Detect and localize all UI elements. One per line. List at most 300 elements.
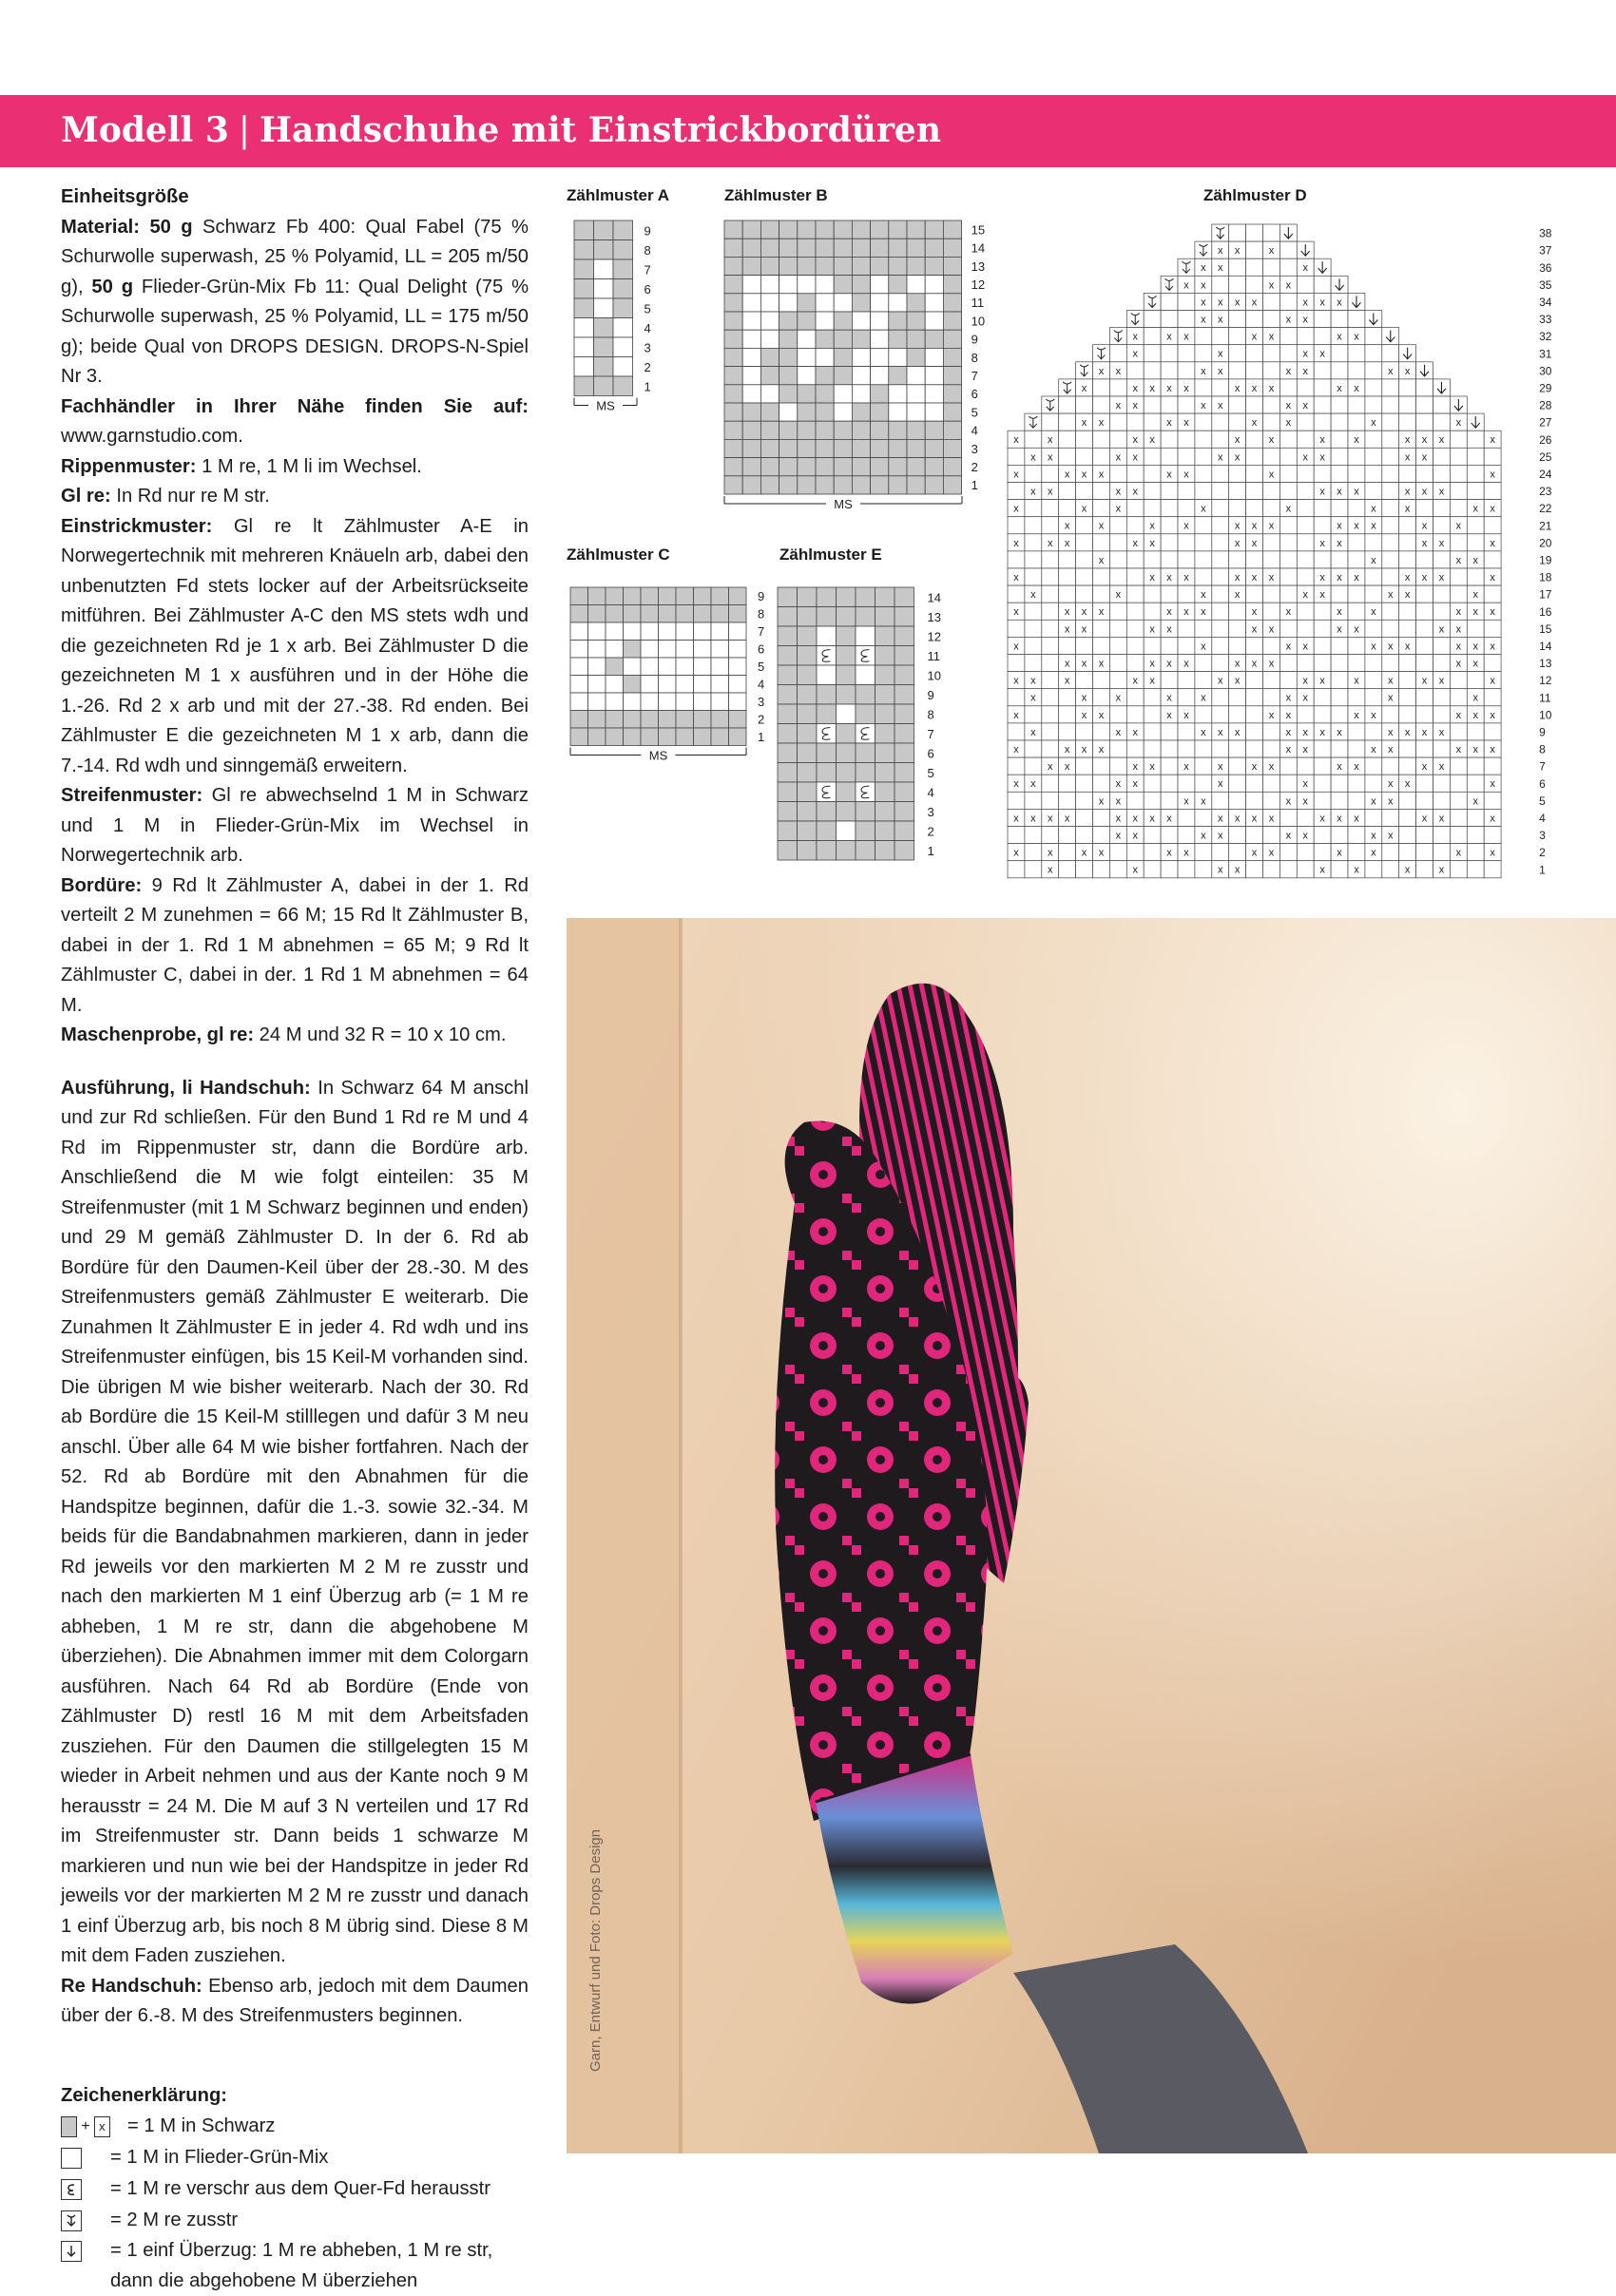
chart-cell: [1195, 534, 1212, 551]
chart-cell: [1126, 500, 1144, 517]
x-mark: x: [1149, 382, 1155, 394]
x-mark: x: [1098, 795, 1105, 808]
chart-cell: [1126, 844, 1144, 861]
chart-cell: [724, 312, 742, 330]
chart-cell: [1195, 568, 1212, 585]
chart-cell: [779, 312, 798, 330]
chart-cell: [1109, 568, 1126, 585]
x-mark: x: [1098, 365, 1105, 377]
chart-cell: [1178, 723, 1195, 740]
row-number: 21: [1539, 519, 1552, 533]
chart-cell: [1161, 483, 1178, 500]
chart-cell: [1331, 362, 1348, 379]
chart-cell: [1178, 534, 1195, 551]
chart-cell: [1399, 603, 1416, 620]
chart-cell: [1144, 637, 1161, 654]
x-mark: x: [1319, 297, 1325, 309]
chart-cell: [1059, 637, 1076, 654]
chart-cell: [889, 257, 907, 275]
chart-cell: [1042, 517, 1059, 534]
x-mark: x: [1166, 709, 1172, 721]
chart-cell: [613, 298, 633, 318]
chart-cell: [1144, 792, 1161, 809]
chart-cell: [837, 587, 856, 607]
row-number: 4: [644, 320, 651, 335]
chart-cell: [1059, 585, 1076, 603]
chart-cell: [1246, 585, 1263, 603]
x-mark: x: [1438, 864, 1445, 876]
chart-cell: [837, 743, 856, 763]
dealer-link[interactable]: www.garnstudio.com.: [61, 426, 243, 447]
chart-cell: [889, 239, 907, 257]
chart-cell: [779, 367, 798, 385]
chart-cell: [1246, 672, 1263, 689]
chart-cell: [1382, 379, 1399, 396]
x-mark: x: [1388, 365, 1394, 377]
chart-cell: [613, 318, 633, 338]
chart-cell: [943, 330, 961, 348]
chart-cell: [1161, 757, 1178, 775]
chart-cell: [760, 312, 779, 330]
x-mark: x: [1030, 675, 1036, 687]
chart-cell: [724, 348, 742, 366]
chart-cell: [742, 476, 760, 494]
chart-cell: [871, 294, 889, 312]
x-mark: x: [1081, 382, 1087, 394]
chart-cell: [1109, 413, 1126, 430]
chart-cell: [1212, 585, 1229, 603]
chart-cell: [1314, 706, 1331, 723]
chart-cell: [1195, 413, 1212, 430]
x-mark: x: [1285, 279, 1292, 292]
chart-cell: [856, 724, 875, 744]
chart-cell: [742, 367, 760, 385]
chart-cell: [856, 607, 875, 627]
chart-cell: [1229, 396, 1246, 413]
chart-cell: [1450, 672, 1467, 689]
x-mark: x: [1472, 692, 1478, 704]
chart-cell: [1229, 706, 1246, 723]
chart-cell: [694, 605, 712, 623]
chart-cell: [1109, 620, 1126, 637]
x-mark: x: [1490, 606, 1495, 619]
chart-cell: [1144, 413, 1161, 430]
x-mark: x: [1388, 589, 1394, 602]
chart-cell: [907, 294, 925, 312]
chart-cell: [1144, 396, 1161, 413]
chart-cell: [1263, 448, 1280, 465]
chart-cell: [852, 276, 870, 294]
x-mark: x: [1149, 623, 1155, 636]
chart-cell: [1365, 655, 1382, 672]
row-number: 13: [927, 609, 941, 624]
chart-cell: [943, 403, 961, 421]
x-mark: x: [1472, 606, 1478, 619]
chart-cell: [1467, 517, 1484, 534]
chart-cell: [694, 587, 712, 605]
chart-cell: [889, 476, 907, 494]
chart-cell: [659, 693, 677, 711]
chart-cell: [1059, 689, 1076, 706]
chart-cell: [1161, 345, 1178, 362]
row-number: 4: [758, 677, 765, 692]
x-mark: x: [1337, 761, 1342, 774]
ms-label: MS: [648, 748, 668, 763]
chart-cell: [1109, 345, 1126, 362]
chart-cell: [889, 403, 907, 421]
chart-cell: [1433, 465, 1451, 482]
chart-cell: [1484, 448, 1501, 465]
chart-cell: [1399, 809, 1416, 826]
x-mark: x: [1371, 744, 1376, 756]
x-mark: x: [1404, 503, 1411, 515]
chart-cell: [1382, 534, 1399, 551]
chart-cell: [1484, 655, 1501, 672]
chart-b: [724, 220, 1000, 525]
chart-cell: [1195, 861, 1212, 878]
chart-cell: [925, 239, 943, 257]
chart-cell: [1348, 551, 1365, 568]
chart-cell: [574, 376, 594, 396]
chart-cell: [1212, 276, 1229, 293]
chart-cell: [907, 239, 925, 257]
chart-cell: [606, 587, 624, 605]
x-mark: x: [1472, 589, 1478, 602]
chart-cell: [1212, 430, 1229, 448]
chart-cell: [1467, 723, 1484, 740]
chart-cell: [1195, 620, 1212, 637]
chart-cell: [1042, 637, 1059, 654]
x-mark: x: [1201, 503, 1206, 515]
chart-cell: [1161, 430, 1178, 448]
x-mark: x: [1064, 469, 1070, 481]
chart-cell: [895, 665, 914, 685]
chart-cell: [779, 403, 798, 421]
chart-cell: [834, 220, 852, 239]
chart-cell: [724, 257, 742, 275]
x-mark: x: [1337, 486, 1342, 498]
x-mark: x: [1302, 641, 1308, 653]
x-mark: x: [1354, 623, 1359, 636]
chart-cell: [1348, 723, 1365, 740]
x-mark: x: [1048, 847, 1053, 859]
chart-cell: [676, 728, 694, 746]
chart-cell: [1263, 362, 1280, 379]
x-mark: x: [1218, 297, 1223, 309]
chart-cell: [676, 676, 694, 694]
x-mark: x: [1149, 520, 1155, 532]
chart-cell: [659, 658, 677, 676]
chart-cell: [889, 220, 907, 239]
chart-cell: [798, 220, 816, 239]
chart-cell: [694, 641, 712, 659]
chart-cell: [613, 376, 633, 396]
chart-cell: [889, 367, 907, 385]
chart-cell: [895, 763, 914, 783]
chart-cell: [1399, 792, 1416, 809]
chart-cell: [760, 276, 779, 294]
chart-cell: [871, 403, 889, 421]
chart-cell: [1365, 809, 1382, 826]
chart-cell: [588, 605, 606, 623]
chart-cell: [711, 676, 729, 694]
x-mark: x: [1337, 537, 1342, 549]
chart-cell: [729, 641, 747, 659]
x-mark: x: [1013, 641, 1019, 653]
chart-cell: [907, 476, 925, 494]
x-mark: x: [1201, 279, 1206, 292]
chart-cell: [694, 622, 712, 641]
chart-cell: [729, 587, 747, 605]
chart-cell: [1433, 448, 1451, 465]
chart-cell: [760, 476, 779, 494]
x-mark: x: [1149, 572, 1155, 584]
x-mark: x: [1455, 623, 1462, 636]
chart-cell: [1161, 534, 1178, 551]
chart-cell: [676, 711, 694, 729]
x-mark: x: [1285, 400, 1292, 412]
chart-cell: [574, 357, 594, 377]
x-mark: x: [1013, 469, 1019, 481]
x-mark: x: [1201, 641, 1206, 653]
chart-cell: [1331, 740, 1348, 757]
x-mark: x: [1371, 709, 1376, 721]
chart-cell: [943, 294, 961, 312]
chart-cell: [729, 622, 747, 641]
x-mark: x: [1234, 382, 1241, 394]
x-mark: x: [1319, 726, 1325, 738]
chart-cell: [1382, 603, 1399, 620]
chart-cell: [1433, 396, 1451, 413]
chart-cell: [871, 439, 889, 457]
chart-cell: [1042, 723, 1059, 740]
x-mark: x: [1268, 847, 1275, 859]
chart-cell: [1348, 740, 1365, 757]
chart-cell: [1059, 827, 1076, 844]
chart-cell: [778, 587, 798, 607]
x-mark: x: [1404, 365, 1411, 377]
chart-cell: [895, 724, 914, 744]
x-mark: x: [1013, 847, 1019, 859]
x-mark: x: [1319, 537, 1325, 549]
chart-cell: [1093, 861, 1110, 878]
chart-cell: [1416, 413, 1433, 430]
chart-cell: [1042, 620, 1059, 637]
model-number: Modell 3: [61, 110, 229, 150]
chart-cell: [871, 385, 889, 403]
chart-cell: [1059, 706, 1076, 723]
x-mark: x: [1388, 778, 1394, 791]
x-mark: x: [1302, 262, 1308, 275]
x-mark: x: [1149, 434, 1155, 447]
x-mark: x: [1421, 761, 1428, 774]
chart-cell: [1229, 362, 1246, 379]
x-mark: x: [1013, 434, 1019, 447]
chart-cell: [1416, 844, 1433, 861]
chart-cell: [594, 298, 614, 318]
chart-cell: [1416, 500, 1433, 517]
chart-cell: [1246, 396, 1263, 413]
x-mark: x: [1319, 486, 1325, 498]
chart-cell: [1382, 809, 1399, 826]
chart-cell: [1126, 740, 1144, 757]
x-mark: x: [1302, 400, 1308, 412]
x-mark: x: [1166, 658, 1172, 670]
chart-cell: [1025, 603, 1042, 620]
chart-cell: [1416, 603, 1433, 620]
chart-cell: [1025, 534, 1042, 551]
chart-cell: [694, 711, 712, 729]
chart-cell: [798, 646, 818, 666]
x-mark: x: [1421, 726, 1428, 738]
chart-cell: [1246, 258, 1263, 276]
chart-cell: [1484, 620, 1501, 637]
x-mark: x: [1354, 572, 1359, 584]
chart-cell: [798, 607, 818, 627]
x-mark: x: [1285, 726, 1292, 738]
x-mark: x: [1268, 520, 1275, 532]
chart-cell: [1297, 706, 1314, 723]
chart-cell: [594, 318, 614, 338]
chart-cell: [875, 763, 895, 783]
chart-cell: [817, 782, 837, 802]
chart-cell: [1416, 740, 1433, 757]
chart-cell: [1433, 603, 1451, 620]
chart-cell: [1263, 311, 1280, 328]
chart-cell: [1382, 430, 1399, 448]
chart-cell: [1416, 827, 1433, 844]
chart-cell: [1331, 465, 1348, 482]
chart-cell: [816, 367, 834, 385]
chart-cell: [1467, 430, 1484, 448]
chart-cell: [875, 782, 895, 802]
chart-cell: [871, 367, 889, 385]
chart-cell: [1093, 585, 1110, 603]
row-number: 7: [971, 369, 978, 383]
chart-cell: [1365, 430, 1382, 448]
chart-cell: [1263, 775, 1280, 792]
x-mark: x: [1404, 864, 1411, 876]
chart-cell: [1399, 844, 1416, 861]
chart-cell: [1263, 827, 1280, 844]
chart-cell: [1109, 672, 1126, 689]
legend-symbol-twisted: [61, 2179, 110, 2200]
chart-cell: [1042, 706, 1059, 723]
chart-cell: [1365, 568, 1382, 585]
x-mark: x: [1234, 675, 1241, 687]
chart-cell: [1025, 465, 1042, 482]
chart-cell: [1365, 345, 1382, 362]
chart-cell: [1246, 224, 1263, 241]
chart-cell: [1450, 827, 1467, 844]
chart-cell: [1484, 551, 1501, 568]
x-mark: x: [1354, 675, 1359, 687]
x-mark: x: [1183, 520, 1189, 532]
chart-cell: [1467, 534, 1484, 551]
chart-cell: [871, 276, 889, 294]
chart-cell: [1212, 844, 1229, 861]
chart-cell: [606, 605, 624, 623]
chart-cell: [816, 294, 834, 312]
chart-cell: [875, 626, 895, 646]
chart-cell: [641, 693, 659, 711]
chart-cell: [588, 711, 606, 729]
chart-cell: [817, 724, 837, 744]
x-mark: x: [1285, 606, 1292, 619]
x-mark: x: [1302, 726, 1308, 738]
chart-cell: [1178, 293, 1195, 310]
chart-cell: [925, 294, 943, 312]
chart-cell: [889, 421, 907, 439]
chart-cell: [1314, 517, 1331, 534]
chart-cell: [895, 646, 914, 666]
chart-cell: [1246, 241, 1263, 258]
dealer-paragraph: Fachhändler in Ihrer Nähe finden Sie auf: www.garnstudio.com.: [61, 395, 529, 447]
x-mark: x: [1268, 434, 1275, 447]
x-mark: x: [1064, 744, 1070, 756]
row-number: 6: [971, 387, 978, 402]
chart-cell: [895, 704, 914, 724]
chart-cell: [817, 587, 837, 607]
x-mark: x: [1268, 709, 1275, 721]
chart-cell: [1450, 448, 1467, 465]
row-number: 6: [758, 641, 765, 657]
x-mark: x: [1013, 503, 1019, 515]
chart-cell: [798, 476, 816, 494]
chart-cell: [837, 685, 856, 705]
chart-cell: [1314, 637, 1331, 654]
chart-cell: [925, 476, 943, 494]
chart-cell: [1212, 706, 1229, 723]
chart-cell: [724, 220, 742, 239]
x-mark: x: [1115, 692, 1122, 704]
chart-cell: [1093, 430, 1110, 448]
chart-cell: [798, 626, 818, 646]
x-mark: x: [1013, 709, 1019, 721]
chart-cell: [1161, 672, 1178, 689]
chart-cell: [641, 658, 659, 676]
chart-cell: [1263, 483, 1280, 500]
x-mark: x: [1251, 537, 1258, 549]
x-mark: x: [1404, 726, 1411, 738]
chart-cell: [588, 693, 606, 711]
chart-cell: [816, 439, 834, 457]
chart-cell: [1314, 620, 1331, 637]
chart-cell: [1178, 448, 1195, 465]
chart-cell: [1484, 483, 1501, 500]
chart-cell: [1382, 465, 1399, 482]
chart-cell: [1382, 844, 1399, 861]
legend-item-k2tog: = 2 M re zusstr: [61, 2205, 529, 2236]
chart-cell: [1161, 775, 1178, 792]
chart-cell: [798, 385, 816, 403]
chart-cell: [1246, 740, 1263, 757]
x-mark: x: [1388, 744, 1394, 756]
x-mark: x: [1218, 675, 1223, 687]
chart-cell: [1450, 757, 1467, 775]
chart-cell: [856, 841, 875, 861]
chart-cell: [1178, 672, 1195, 689]
x-mark: x: [1490, 847, 1495, 859]
x-mark: x: [1048, 434, 1053, 447]
x-mark: x: [1234, 537, 1241, 549]
chart-cell: [798, 403, 816, 421]
chart-cell: [1382, 413, 1399, 430]
row-number: 2: [1539, 846, 1546, 860]
chart-cell: [943, 439, 961, 457]
row-number: 8: [1539, 742, 1546, 756]
x-mark: x: [1115, 486, 1122, 498]
